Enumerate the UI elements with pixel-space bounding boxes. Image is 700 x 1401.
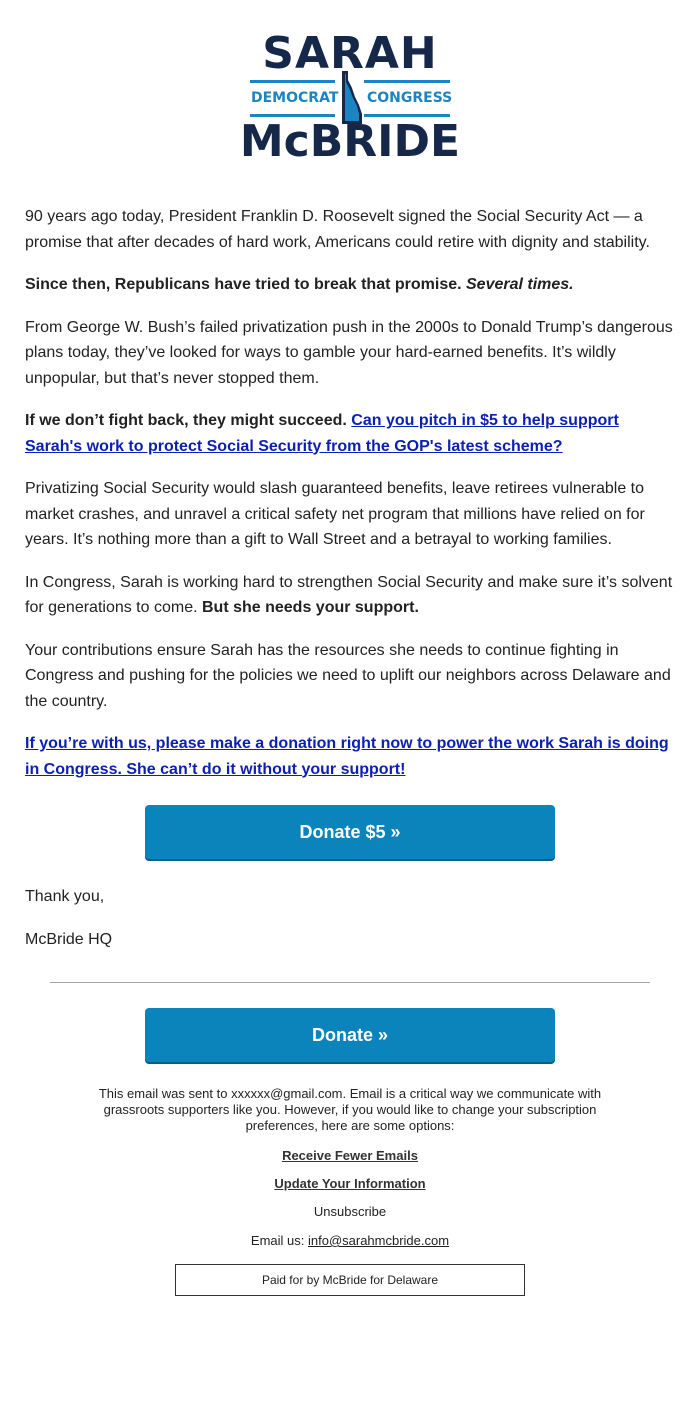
- logo-tag-democrat: DEMOCRAT: [251, 90, 339, 106]
- signoff: [0, 884, 700, 952]
- logo-first-name: SARAH: [262, 28, 438, 79]
- paragraph-intro: 90 years ago today, President Franklin D. Roosevelt signed the Social Security Act — a promise that after decades of hard work, Americans could retire with dignity and stability.: [25, 208, 650, 251]
- paragraph-contributions: Your contributions ensure Sarah has the resources she needs to continue fighting in Congress and pushing for the policies we need to uplift our neighbors across Delaware and the country.: [25, 641, 671, 710]
- footer: [0, 1086, 700, 1296]
- congress-text: In Congress, Sarah is working hard to strengthen Social Security and make sure it’s solvent for generations to come.: [25, 573, 673, 616]
- paragraph-congress: [25, 570, 675, 621]
- pitch-in-link[interactable]: Can you pitch in $5 to help support Sarah's work to protect Social Security from the GOP's latest scheme?: [25, 412, 619, 455]
- logo-tag-congress: CONGRESS: [367, 90, 453, 106]
- sender-name: McBride HQ: [25, 930, 113, 948]
- donate-button[interactable]: Donate »: [145, 1008, 555, 1062]
- promise-bold-text: Since then, Republicans have tried to break that promise.: [25, 276, 466, 293]
- paid-for-disclaimer: Paid for by McBride for Delaware: [175, 1264, 525, 1296]
- message-content: [0, 204, 700, 782]
- email-us-label: Email us:: [250, 1233, 308, 1248]
- donate-5-button[interactable]: Donate $5 »: [145, 805, 555, 859]
- contact-email-link[interactable]: info@sarahmcbride.com: [307, 1233, 450, 1248]
- logo-last-name: McBRIDE: [239, 116, 461, 167]
- donation-link[interactable]: If you’re with us, please make a donation right now to power the work Sarah is doing in Congress. She can’t do it without your support!: [25, 735, 669, 778]
- email-us-line: [0, 1233, 700, 1249]
- support-bold-text: But she needs your support.: [201, 599, 419, 616]
- logo-rule-right-top: [364, 80, 450, 83]
- paragraph-ask: [25, 408, 675, 459]
- thanks-text: Thank you,: [25, 888, 105, 905]
- paragraph-privatizing: Privatizing Social Security would slash guaranteed benefits, leave retirees vulnerable to market crashes, and unravel a critical safety net program that millions have relied on for years. It’s nothing more than a gift to Wall Street and a betrayal to working families.: [25, 480, 645, 548]
- paragraph-history: From George W. Bush’s failed privatization push in the 2000s to Donald Trump’s dangerous plans today, they’ve looked for ways to gamble your hard-earned benefits. It’s wildly unpopular, but that’s never stopped them.: [25, 318, 673, 387]
- ask-bold-text: If we don’t fight back, they might succeed.: [25, 412, 352, 429]
- promise-italic-text: Several times.: [466, 276, 574, 293]
- footer-notice: This email was sent to xxxxxx@gmail.com. Email is a critical way we communicate with grassroots supporters like you. However, if you would like to change your subscription preferences, here are some options:: [98, 1086, 602, 1133]
- campaign-logo: [0, 0, 700, 190]
- logo-rule-left-top: [250, 80, 335, 83]
- paragraph-donate-link: [25, 731, 675, 782]
- update-information-link[interactable]: Update Your Information: [274, 1176, 426, 1191]
- receive-fewer-emails-link[interactable]: Receive Fewer Emails: [282, 1148, 418, 1163]
- unsubscribe-link[interactable]: Unsubscribe: [313, 1204, 387, 1219]
- paragraph-promise: [25, 272, 675, 298]
